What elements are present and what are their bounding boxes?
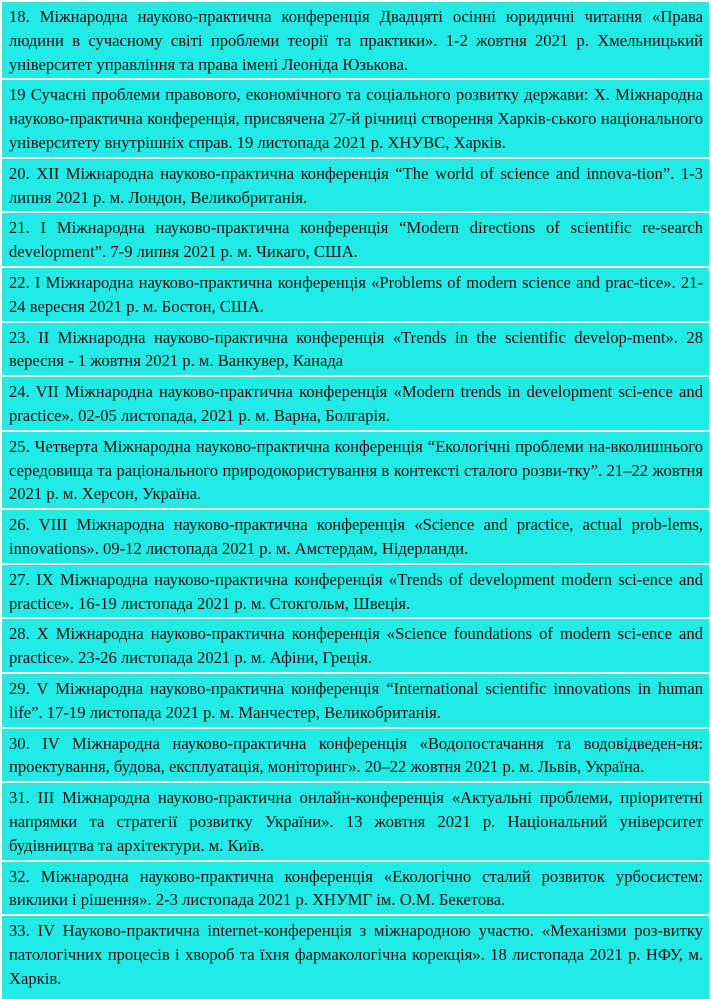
list-item-27: 27. IX Міжнародна науково-практична конференція «Trends of development modern sci-ence and practice». 16-19 листопада 2021 р. м. Стокгольм, Швеція. (2, 565, 709, 618)
list-item-29: 29. V Міжнародна науково-практична конференція “International scientific innovations in human life”. 17-19 листопада 2021 р. м. Манчестер, Великобританія. (2, 674, 709, 727)
list-item-26: 26. VIII Міжнародна науково-практична конференція «Science and practice, actual prob-lems, innovations». 09-12 листопада 2021 р. м. Амстердам, Нідерланди. (2, 510, 709, 563)
list-item-24: 24. VII Міжнародна науково-практична конференція «Modern trends in development sci-ence and practice». 02-05 листопада, 2021 р. м. Варна, Болгарія. (2, 377, 709, 430)
list-item-32: 32. Міжнародна науково-практична конференція «Екологічно сталий розвиток урбосистем: виклики і рішення». 2-3 листопада 2021 р. ХНУМГ ім. О.М. Бекетова. (2, 862, 709, 915)
list-item-31: 31. III Міжнародна науково-практична онлайн-конференція «Актуальні проблеми, пріоритетні напрямки та стратегії розвитку України». 13 жовтня 2021 р. Національний університет будівництва та архітектури. м. Київ. (2, 783, 709, 859)
list-item-25: 25. Четверта Міжнародна науково-практична конференція “Екологічні проблеми на-вколишнього середовища та раціонального природокористування в контексті сталого розви-тку”. 21–22 жовтня 2021 р. м. Херсон, Україна. (2, 432, 709, 508)
list-item-21: 21. I Міжнародна науково-практична конференція “Modern directions of scientific re-search development”. 7-9 липня 2021 р. м. Чикаго, США. (2, 213, 709, 266)
list-item-18: 18. Міжнародна науково-практична конференція Двадцяті осінні юридичні читання «Права людини в сучасному світі проблеми теорії та практики». 1-2 жовтня 2021 р. Хмельницький університет управління та права імені Леоніда Юзькова. (2, 2, 709, 78)
list-item-33: 33. IV Науково-практична internet-конференція з міжнародною участю. «Механізми роз-витку патологічних процесів і хвороб та їхня фармакологічна корекція». 18 листопада 2021 р. НФУ, м. Харків. (2, 916, 709, 999)
list-item-20: 20. XII Міжнародна науково-практична конференція “The world of science and innova-tion”. 1-3 липня 2021 р. м. Лондон, Великобританія. (2, 159, 709, 212)
list-item-19: 19 Сучасні проблеми правового, економічного та соціального розвитку держави: Х. Міжнародна науково-практична конференція, присвячена 27-й річниці створення Харків-ського національного університету внутрішніх справ. 19 листопада 2021 р. ХНУВС, Харків. (2, 80, 709, 156)
list-item-30: 30. IV Міжнародна науково-практична конференція «Водопостачання та водовідведен-ня: проектування, будова, експлуатація, моніторинг». 20–22 жовтня 2021 р. м. Львів, Україна. (2, 729, 709, 782)
list-item-22: 22. I Міжнародна науково-практична конференція «Problems of modern science and prac-tice». 21-24 вересня 2021 р. м. Бостон, США. (2, 268, 709, 321)
list-item-23: 23. II Міжнародна науково-практична конференція «Trends in the scientific develop-ment». 28 вересня - 1 жовтня 2021 р. м. Ванкувер, Канада (2, 323, 709, 376)
list-item-28: 28. X Міжнародна науково-практична конференція «Science foundations of modern sci-ence and practice». 23-26 листопада 2021 р. м. Афіни, Греція. (2, 619, 709, 672)
